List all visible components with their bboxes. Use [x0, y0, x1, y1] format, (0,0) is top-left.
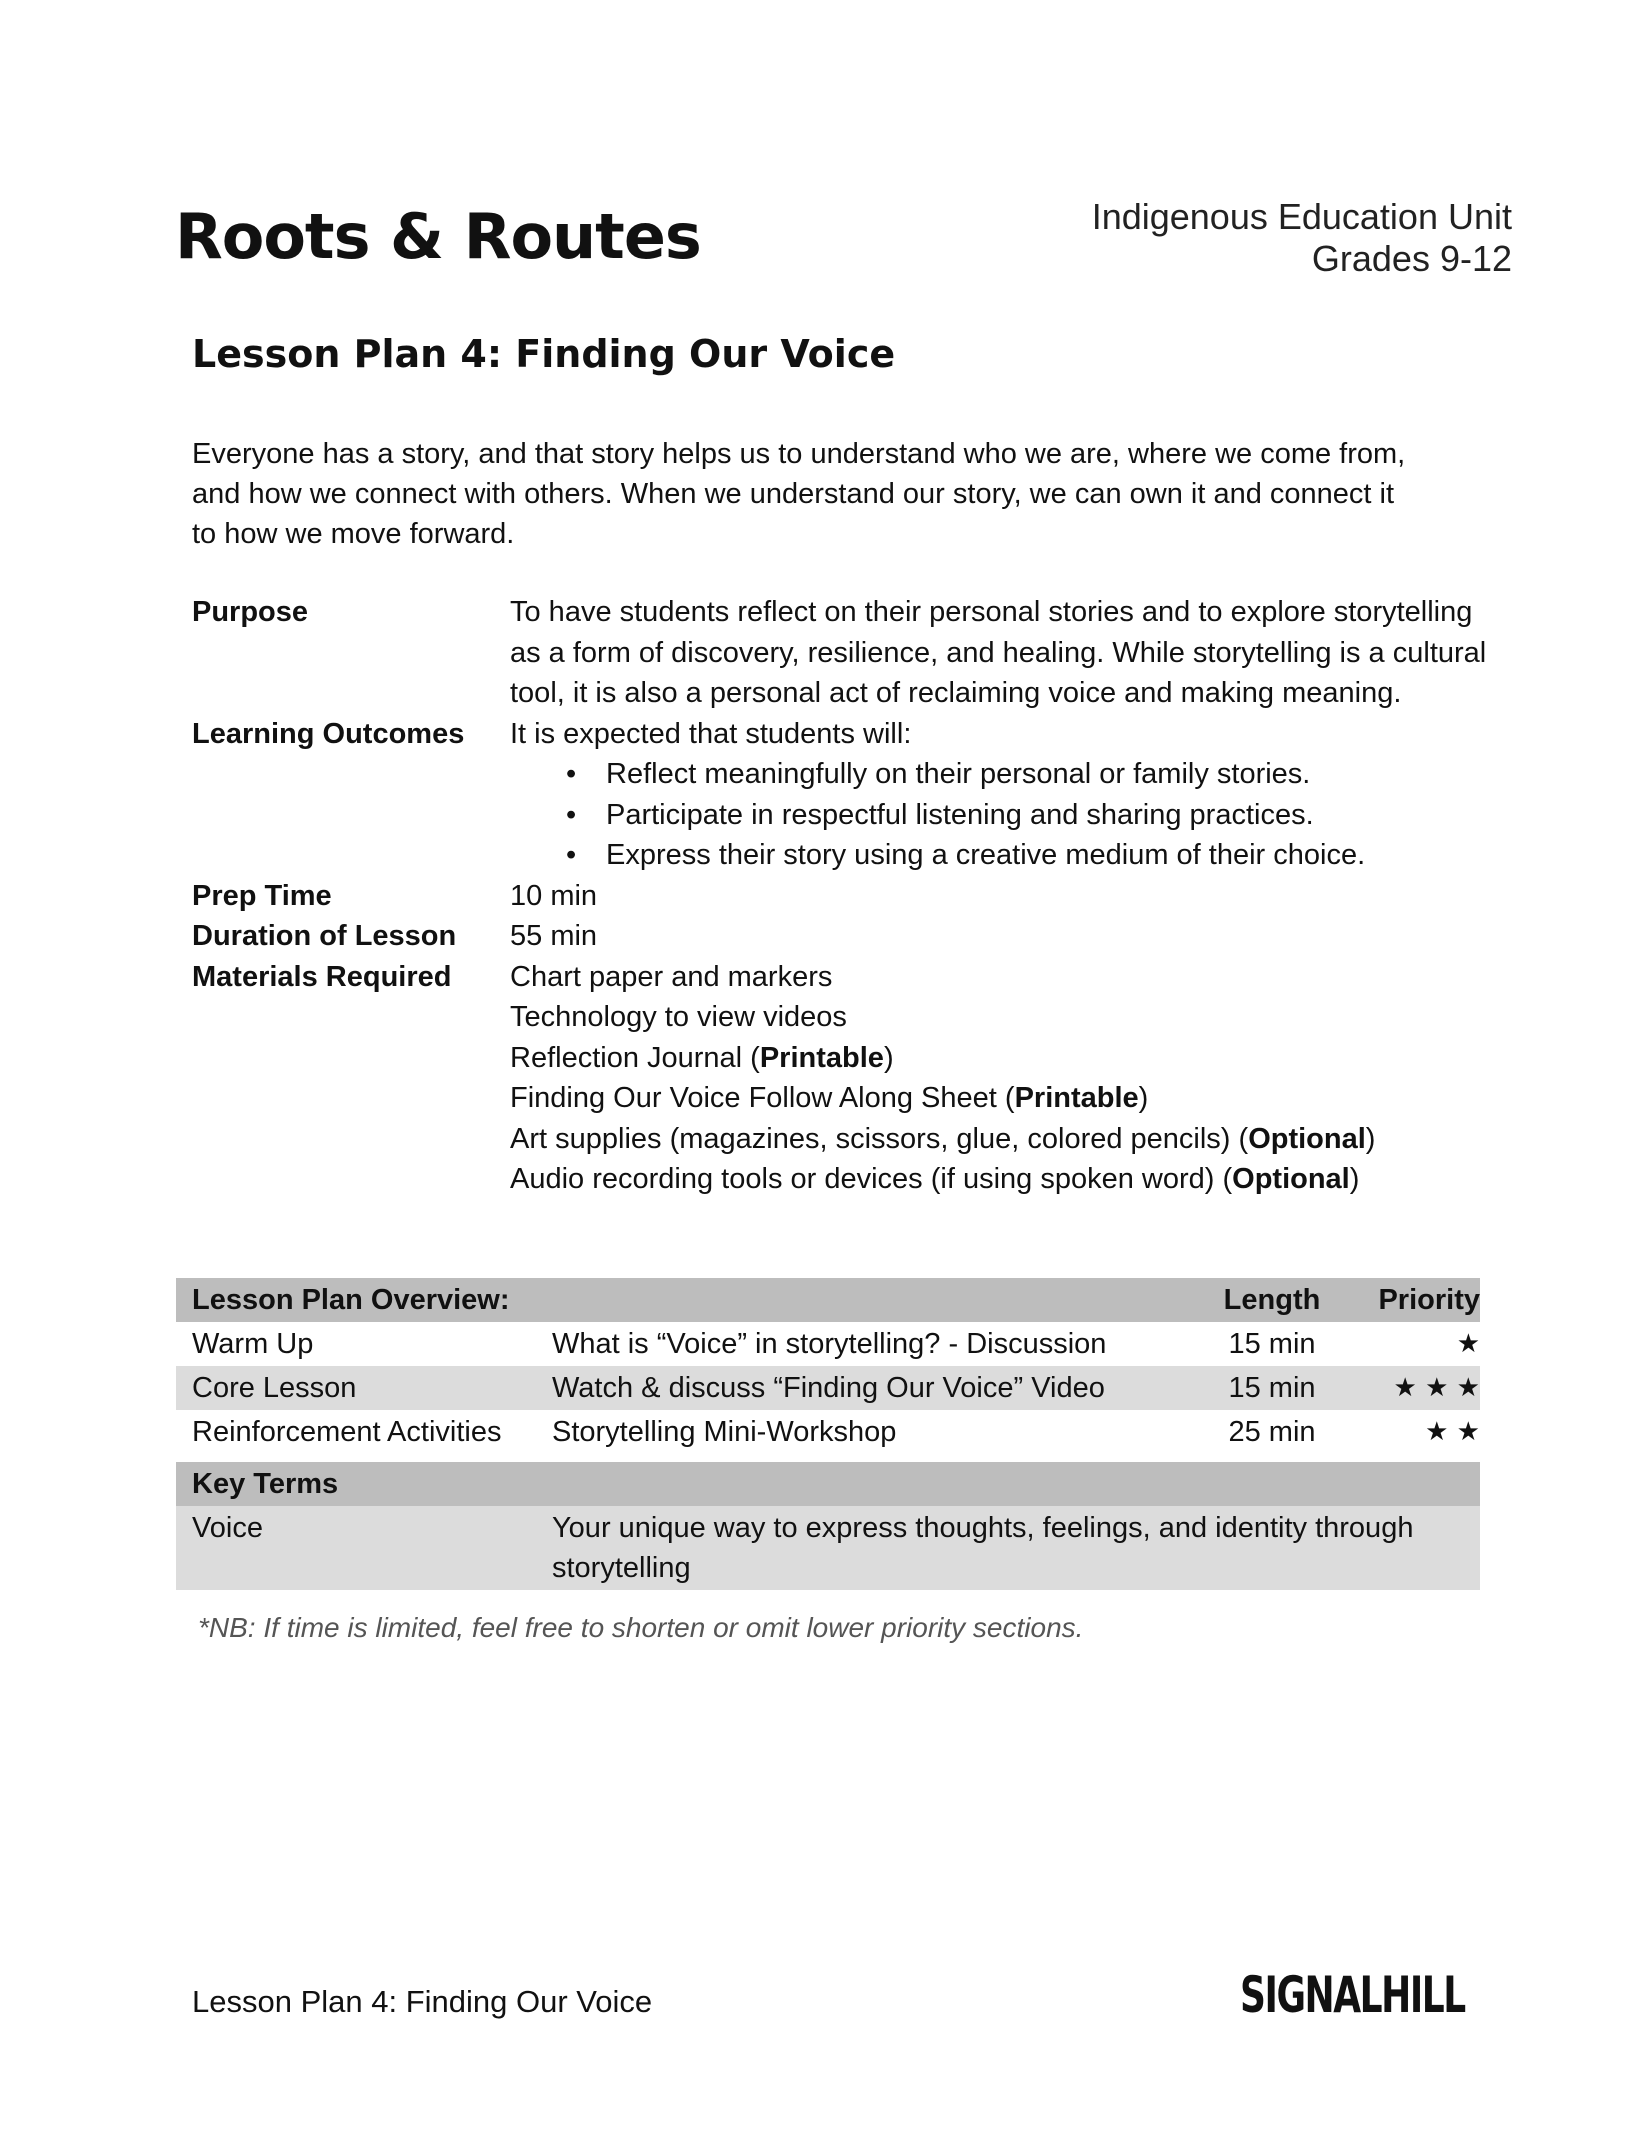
outcome-item: • Express their story using a creative medium of their choice. — [598, 835, 1492, 876]
key-terms-label: Key Terms — [192, 1468, 339, 1500]
lesson-details — [192, 592, 1492, 1200]
unit-name: Indigenous Education Unit — [1091, 196, 1512, 237]
length-cell: 15 min — [1228, 1328, 1316, 1360]
material-item: Technology to view videos — [510, 1001, 847, 1033]
brand-title: Roots & Routes — [175, 200, 701, 273]
prep-time-row — [192, 876, 1492, 917]
materials-list — [510, 957, 1492, 1200]
outcomes-intro: It is expected that students will: — [510, 717, 912, 750]
material-item: Chart paper and markers — [510, 960, 833, 993]
material-item: Finding Our Voice Follow Along Sheet (Printable) — [510, 1082, 1149, 1114]
duration-row — [192, 916, 1492, 957]
section-cell: Warm Up — [192, 1328, 314, 1360]
optional-tag: Optional — [1232, 1163, 1350, 1195]
prep-time-label: Prep Time — [192, 879, 332, 912]
key-term-row — [176, 1506, 1480, 1590]
priority-stars: ★ — [1456, 1329, 1480, 1359]
outcome-item: • Reflect meaningfully on their personal or family stories. — [598, 754, 1492, 795]
material-item: Audio recording tools or devices (if using spoken word) (Optional) — [510, 1163, 1360, 1195]
optional-tag: Optional — [1248, 1122, 1366, 1155]
length-cell: 15 min — [1228, 1372, 1316, 1404]
section-cell: Reinforcement Activities — [192, 1416, 502, 1448]
purpose-row — [192, 592, 1492, 714]
material-item: Reflection Journal (Printable) — [510, 1041, 894, 1074]
purpose-label: Purpose — [192, 596, 309, 628]
outcomes-list — [510, 754, 1492, 876]
outcomes-row — [192, 714, 1492, 876]
signalhill-logo: SIGNALHILL — [1240, 1966, 1465, 2024]
footer-lesson-title: Lesson Plan 4: Finding Our Voice — [192, 1984, 653, 2019]
priority-stars: ★ ★ — [1425, 1417, 1480, 1447]
overview-header-label: Lesson Plan Overview: — [192, 1284, 510, 1316]
duration-value: 55 min — [510, 920, 598, 952]
section-cell: Core Lesson — [192, 1372, 357, 1404]
overview-header-row — [176, 1278, 1480, 1322]
activity-cell: Watch & discuss “Finding Our Voice” Video — [552, 1372, 1105, 1404]
material-item: Art supplies (magazines, scissors, glue, colored pencils) (Optional) — [510, 1122, 1376, 1155]
purpose-text: To have students reflect on their personal stories and to explore storytelling as a form of discovery, resilience, and healing. While storytelling is a cultural tool, it is also a personal act of reclaiming voice and making meaning. — [510, 596, 1487, 709]
key-terms-header-row — [176, 1462, 1480, 1506]
lesson-title: Lesson Plan 4: Finding Our Voice — [192, 332, 896, 376]
table-row — [176, 1366, 1480, 1410]
priority-stars: ★ ★ ★ — [1393, 1373, 1480, 1403]
materials-label: Materials Required — [192, 960, 452, 993]
printable-tag: Printable — [759, 1041, 884, 1074]
outcome-item: • Participate in respectful listening and sharing practices. — [598, 795, 1492, 836]
outcomes-label: Learning Outcomes — [192, 717, 465, 750]
intro-paragraph: Everyone has a story, and that story helps us to understand who we are, where we come from, and how we connect with others. When we understand our story, we can own it and connect it to how we move forward. — [192, 438, 1406, 550]
grade-range: Grades 9-12 — [1311, 238, 1512, 279]
unit-info — [1092, 196, 1512, 280]
duration-label: Duration of Lesson — [192, 920, 457, 952]
table-row — [176, 1322, 1480, 1366]
priority-header: Priority — [1378, 1284, 1480, 1316]
key-term: Voice — [192, 1512, 263, 1544]
outcomes-content — [510, 714, 1492, 876]
prep-time-value: 10 min — [510, 879, 598, 912]
printable-tag: Printable — [1014, 1082, 1139, 1114]
priority-note: *NB: If time is limited, feel free to shorten or omit lower priority sections. — [198, 1612, 1084, 1643]
length-cell: 25 min — [1228, 1416, 1316, 1448]
activity-cell: What is “Voice” in storytelling? - Discussion — [552, 1328, 1107, 1360]
table-row — [176, 1410, 1480, 1454]
materials-row — [192, 957, 1492, 1200]
activity-cell: Storytelling Mini-Workshop — [552, 1416, 897, 1448]
lesson-overview-table — [176, 1278, 1480, 1590]
key-term-definition: Your unique way to express thoughts, feelings, and identity through storytelling — [552, 1512, 1414, 1584]
length-header: Length — [1223, 1284, 1321, 1316]
